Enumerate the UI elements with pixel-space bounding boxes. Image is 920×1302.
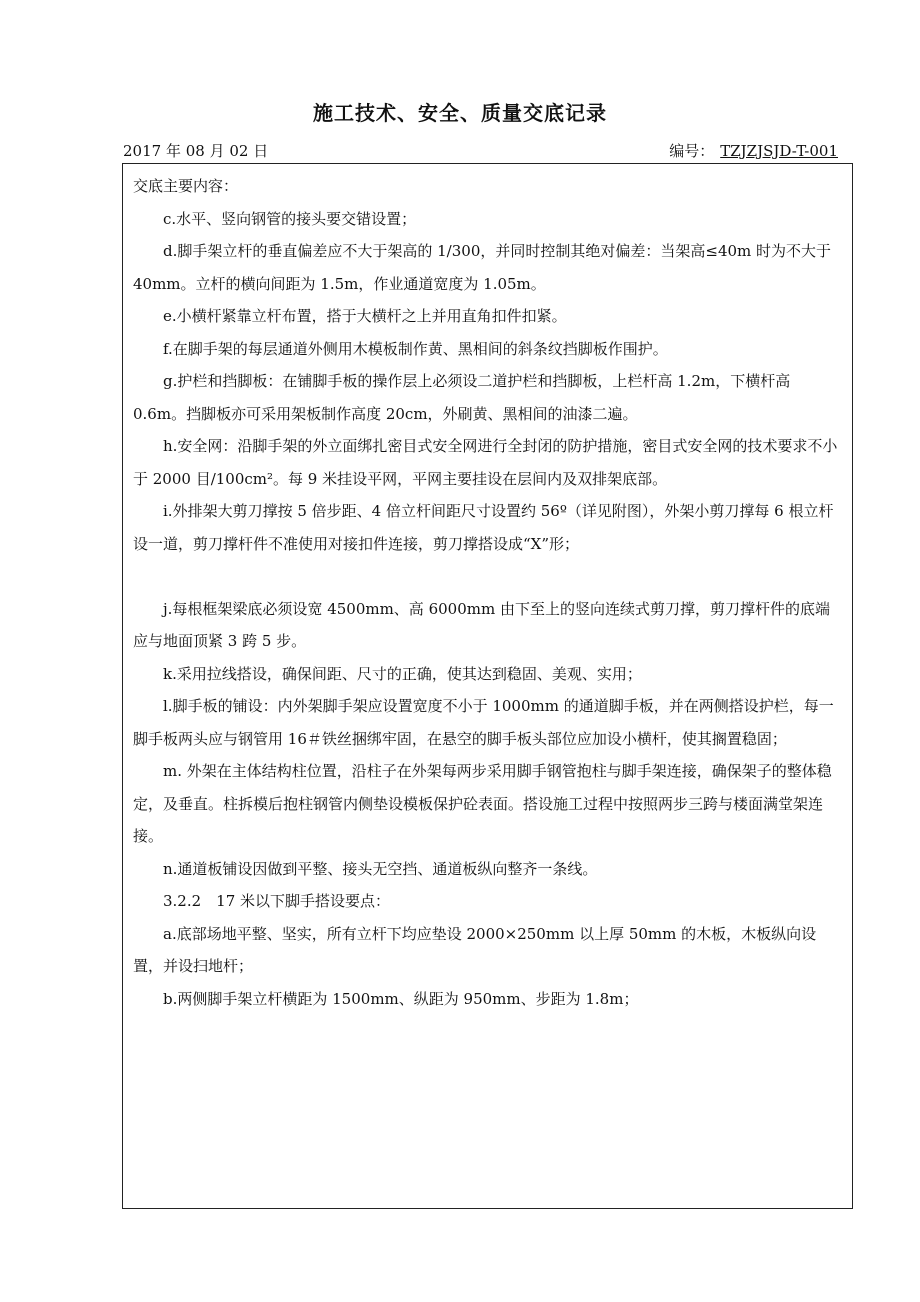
record-date: 2017 年 08 月 02 日 (123, 142, 269, 160)
paragraph-d: d.脚手架立杆的垂直偏差应不大于架高的 1/300，并同时控制其绝对偏差：当架高≤40m 时为不大于 40mm。立杆的横向间距为 1.5m，作业通道宽度为 1.05m。 (133, 242, 832, 293)
paragraph-n: n.通道板铺设因做到平整、接头无空挡、通道板纵向整齐一条线。 (163, 859, 598, 878)
paragraph-c: c.水平、竖向钢管的接头要交错设置； (163, 209, 417, 228)
content-heading: 交底主要内容： (133, 177, 239, 195)
record-number-label: 编号： (669, 142, 715, 160)
section-heading-3-2-2: 3.2.2 17 米以下脚手搭设要点： (163, 892, 391, 910)
paragraph-h: h.安全网：沿脚手架的外立面绑扎密目式安全网进行全封闭的防护措施，密目式安全网的技术要求不小于 2000 目/100cm²。每 9 米挂设平网，平网主要挂设在层间内及双排架底部。 (133, 437, 838, 488)
content-box (122, 163, 853, 1209)
record-number (669, 140, 838, 161)
paragraph-j: j.每根框架梁底必须设宽 4500mm、高 6000mm 由下至上的竖向连续式剪刀撑，剪刀撑杆件的底端应与地面顶紧 3 跨 5 步。 (133, 599, 830, 650)
paragraph-l: l.脚手板的铺设：内外架脚手架应设置宽度不小于 1000mm 的通道脚手板，并在两侧搭设护栏，每一脚手板两头应与钢管用 16＃铁丝捆绑牢固，在悬空的脚手板头部位应加设小横杆，使其搁置稳固； (133, 697, 834, 748)
blank-line (133, 560, 841, 593)
paragraph-k: k.采用拉线搭设，确保间距、尺寸的正确，使其达到稳固、美观、实用； (163, 664, 642, 683)
document-title: 施工技术、安全、质量交底记录 (313, 101, 607, 125)
paragraph-m: m. 外架在主体结构柱位置，沿柱子在外架每两步采用脚手钢管抱柱与脚手架连接，确保架子的整体稳定，及垂直。柱拆模后抱柱钢管内侧垫设模板保护砼表面。搭设施工过程中按照两步三跨与楼面满堂架连接。 (133, 762, 832, 845)
paragraph-b: b.两侧脚手架立杆横距为 1500mm、纵距为 950mm、步距为 1.8m； (163, 989, 639, 1008)
paragraph-f: f.在脚手架的每层通道外侧用木模板制作黄、黑相间的斜条纹挡脚板作围护。 (163, 339, 668, 358)
paragraph-g: g.护栏和挡脚板：在铺脚手板的操作层上必须设二道护栏和挡脚板，上栏杆高 1.2m，下横杆高 0.6m。挡脚板亦可采用架板制作高度 20cm，外刷黄、黑相间的油漆二遍。 (133, 372, 791, 423)
record-number-value: TZJZJSJD-T-001 (720, 142, 838, 160)
paragraph-a: a.底部场地平整、坚实，所有立杆下均应垫设 2000×250mm 以上厚 50mm 的木板，木板纵向设置，并设扫地杆； (133, 924, 817, 975)
paragraph-e: e.小横杆紧靠立杆布置，搭于大横杆之上并用直角扣件扣紧。 (163, 307, 567, 325)
paragraph-i: i.外排架大剪刀撑按 5 倍步距、4 倍立杆间距尺寸设置约 56º（详见附图），外架小剪刀撑每 6 根立杆设一道，剪刀撑杆件不准使用对接扣件连接，剪刀撑搭设成“X”形； (133, 502, 834, 553)
content-body (133, 170, 841, 1015)
